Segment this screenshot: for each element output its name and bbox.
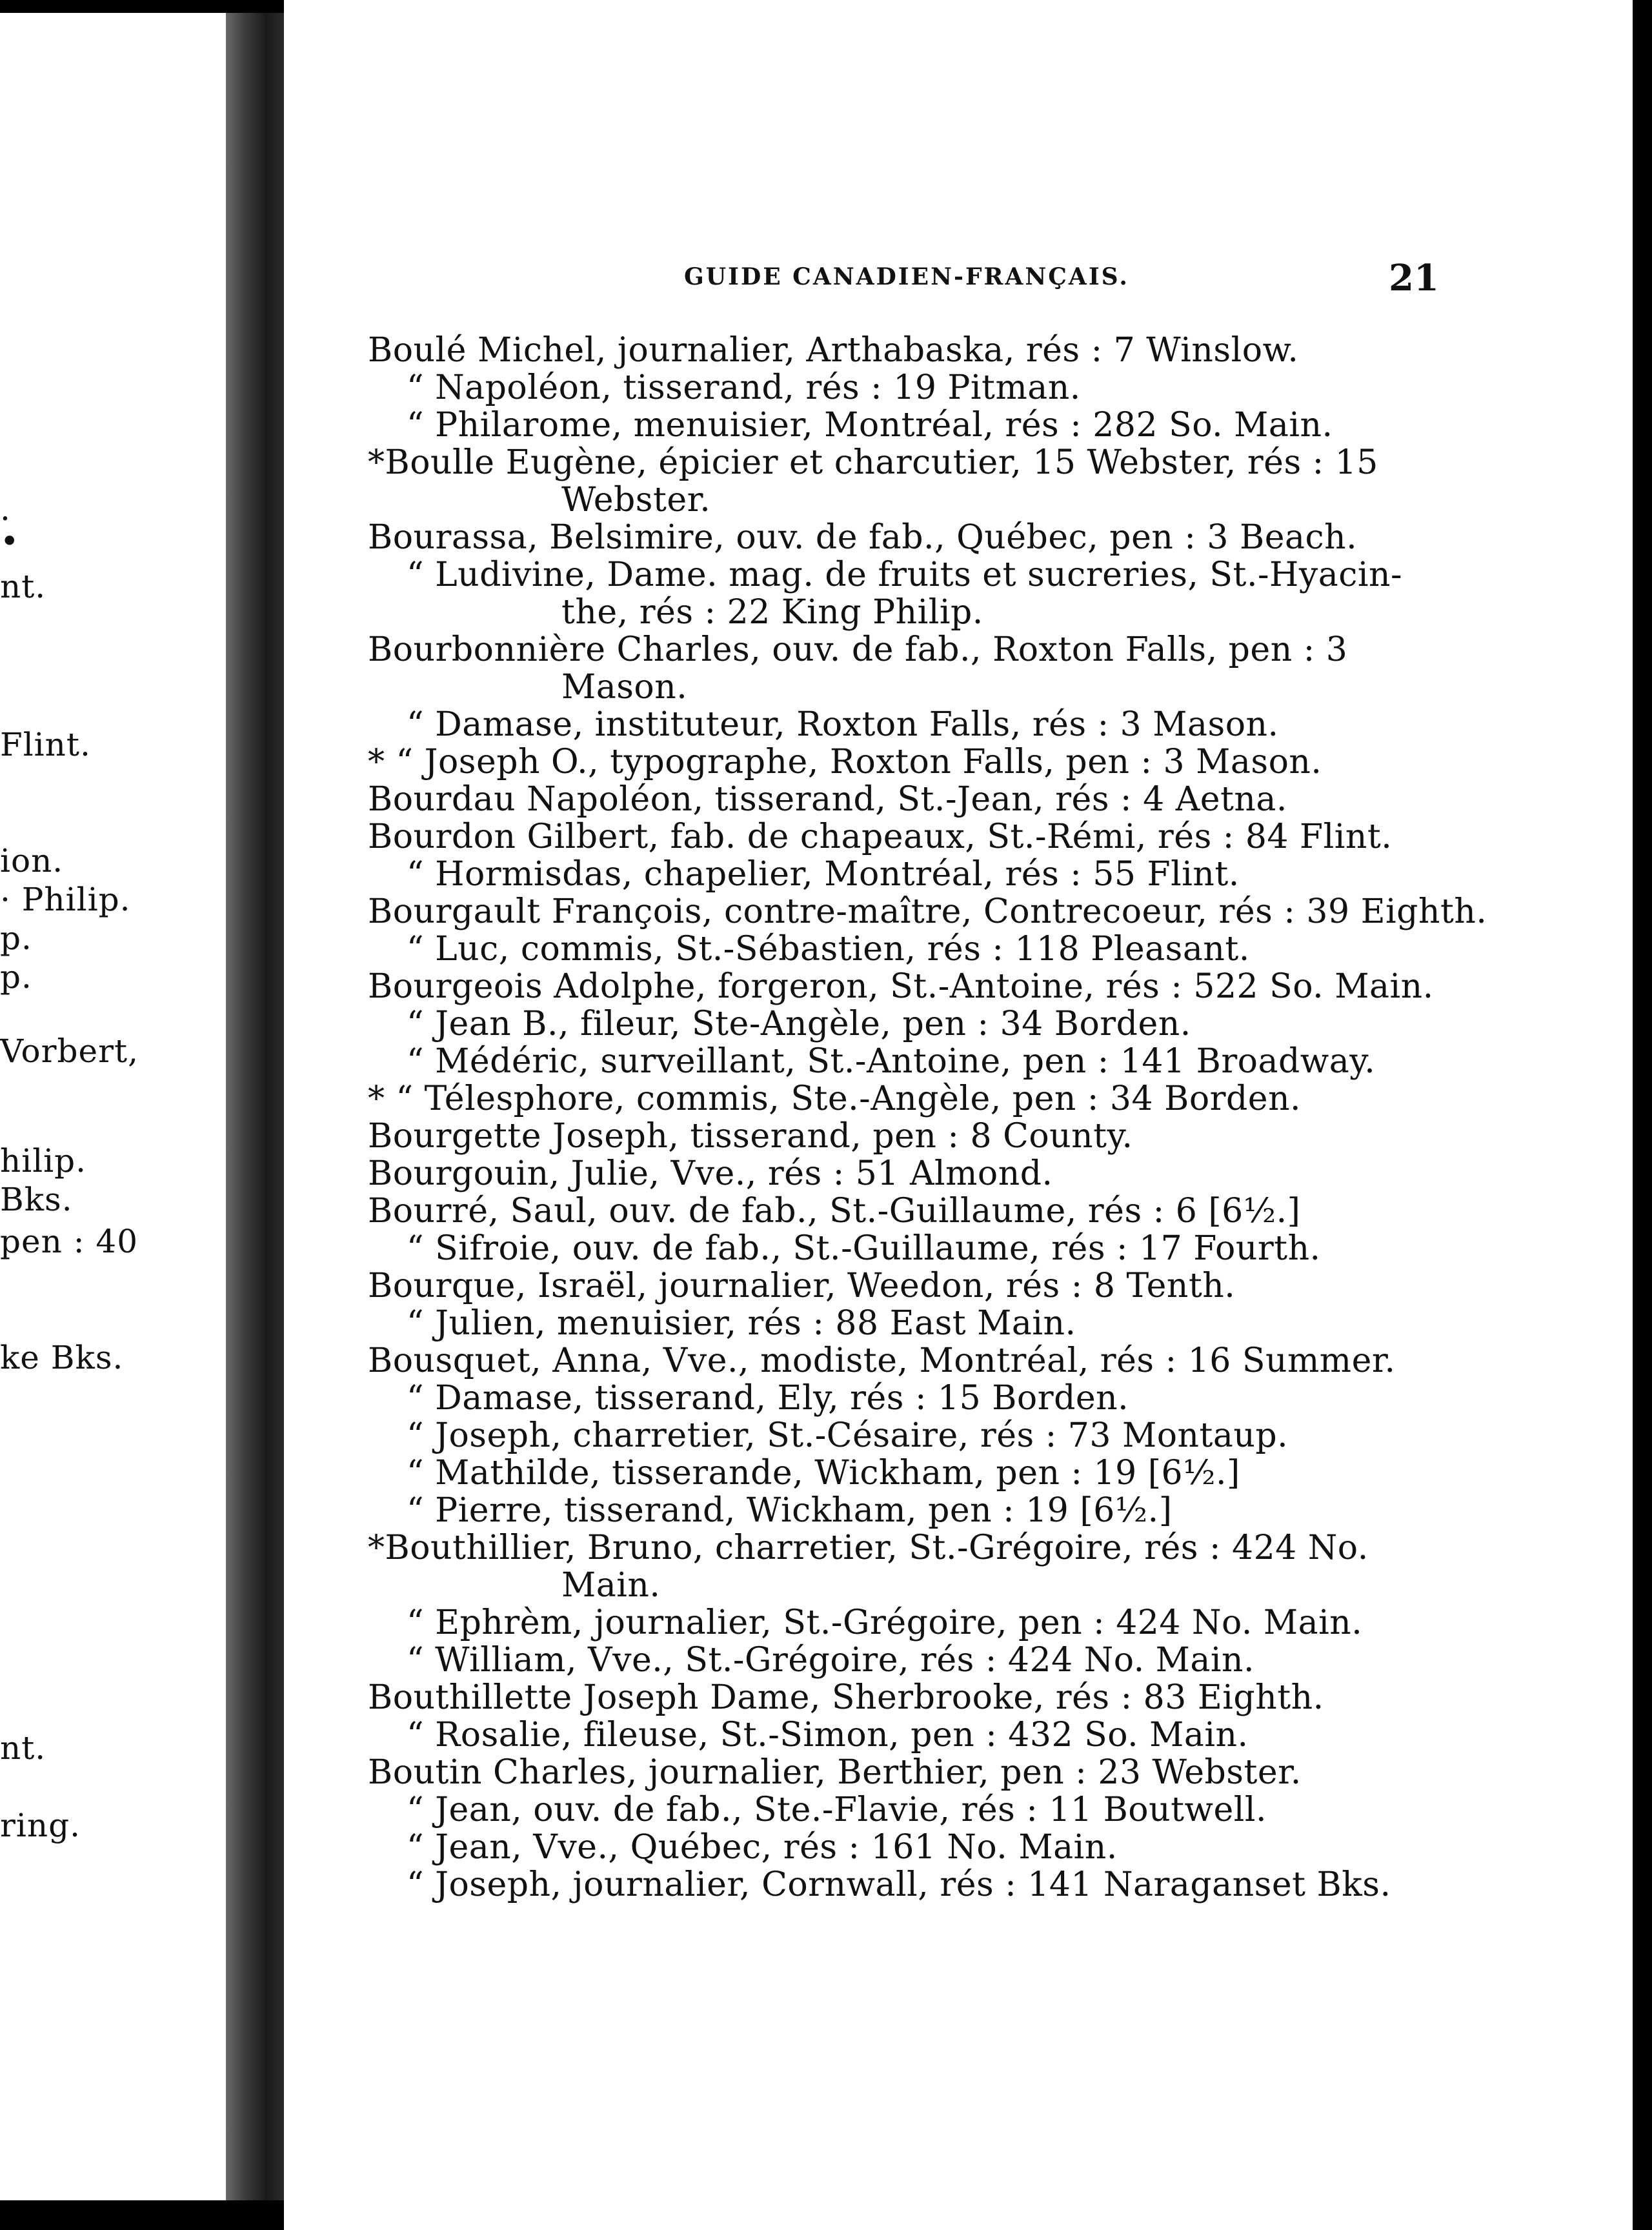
entry-line: Bourgault François, contre-maître, Contrecoeur, rés : 39 Eighth. <box>368 892 1487 931</box>
entry-line: Bourassa, Belsimire, ouv. de fab., Québec, pen : 3 Beach. <box>368 518 1358 557</box>
directory-entry <box>368 1005 1452 1043</box>
directory-entry <box>368 556 1452 631</box>
facing-page-text-fragment: ion. <box>0 842 64 879</box>
facing-page-text-fragment: p. <box>0 958 32 996</box>
entry-line: “ Jean B., fileur, Ste-Angèle, pen : 34 Borden. <box>407 1005 1191 1043</box>
facing-page-text-fragment: hilip. <box>0 1142 87 1180</box>
entry-line: Bourdau Napoléon, tisserand, St.-Jean, rés : 4 Aetna. <box>368 780 1287 819</box>
facing-page-text-fragment: ke Bks. <box>0 1339 124 1376</box>
entry-line: “ Médéric, surveillant, St.-Antoine, pen : 141 Broadway. <box>407 1042 1376 1081</box>
directory-entry <box>368 781 1452 818</box>
directory-entry <box>368 1604 1452 1642</box>
directory-entry <box>368 1417 1452 1454</box>
directory-page <box>284 0 1633 2230</box>
facing-page-text-fragment: . <box>0 490 11 528</box>
facing-page-text-fragment: pen : 40 <box>0 1223 139 1260</box>
directory-entry <box>368 1342 1452 1380</box>
facing-page-text-fragment: • <box>0 523 20 560</box>
entry-line: Bourré, Saul, ouv. de fab., St.-Guillaume, rés : 6 [6½.] <box>368 1192 1301 1231</box>
running-head: GUIDE CANADIEN-FRANÇAIS. <box>684 263 1129 290</box>
directory-entry <box>368 1791 1452 1829</box>
entry-line: “ Damase, instituteur, Roxton Falls, rés : 3 Mason. <box>407 705 1279 744</box>
entry-line: * “ Télesphore, commis, Ste.-Angèle, pen : 34 Borden. <box>368 1080 1302 1118</box>
directory-entry <box>368 1754 1452 1791</box>
page-number: 21 <box>1389 257 1439 299</box>
directory-entry <box>368 1642 1452 1679</box>
facing-page-fragment <box>0 13 226 2200</box>
entry-line: “ Philarome, menuisier, Montréal, rés : 282 So. Main. <box>407 406 1333 445</box>
facing-page-text-fragment: nt. <box>0 568 46 605</box>
directory-entry <box>368 1043 1452 1080</box>
entry-line: Bourque, Israël, journalier, Weedon, rés : 8 Tenth. <box>368 1267 1236 1305</box>
entry-line: “ Sifroie, ouv. de fab., St.-Guillaume, rés : 17 Fourth. <box>407 1229 1321 1268</box>
entry-line: Bourgouin, Julie, Vve., rés : 51 Almond. <box>368 1154 1053 1193</box>
directory-entry <box>368 1529 1452 1604</box>
entry-line: “ Damase, tisserand, Ely, rés : 15 Borden. <box>407 1379 1129 1418</box>
entry-line: “ Hormisdas, chapelier, Montréal, rés : 55 Flint. <box>407 855 1240 894</box>
entry-line: “ Joseph, charretier, St.-Césaire, rés : 73 Montaup. <box>407 1416 1289 1455</box>
directory-entry <box>368 1118 1452 1155</box>
entry-line: “ William, Vve., St.-Grégoire, rés : 424 No. Main. <box>407 1641 1255 1680</box>
directory-entry <box>368 1080 1452 1118</box>
directory-entry <box>368 1866 1452 1904</box>
facing-page-text-fragment: p. <box>0 919 32 957</box>
entry-line: Bourgeois Adolphe, forgeron, St.-Antoine, rés : 522 So. Main. <box>368 967 1434 1006</box>
entry-line: “ Joseph, journalier, Cornwall, rés : 141 Naraganset Bks. <box>407 1865 1391 1904</box>
entry-line: “ Ludivine, Dame. mag. de fruits et sucreries, St.-Hyacin- <box>407 556 1403 594</box>
directory-entry <box>368 1267 1452 1305</box>
directory-entry <box>368 1155 1452 1192</box>
entry-line: “ Napoléon, tisserand, rés : 19 Pitman. <box>407 368 1081 407</box>
entry-continuation: Main. <box>561 1566 661 1605</box>
entry-line: Boulé Michel, journalier, Arthabaska, rés : 7 Winslow. <box>368 331 1299 370</box>
directory-entry <box>368 1679 1452 1716</box>
directory-entry <box>368 930 1452 968</box>
entry-line: * “ Joseph O., typographe, Roxton Falls, pen : 3 Mason. <box>368 743 1322 781</box>
entry-line: “ Mathilde, tisserande, Wickham, pen : 19 [6½.] <box>407 1454 1240 1492</box>
facing-page-text-fragment: nt. <box>0 1729 46 1767</box>
facing-page-text-fragment: Flint. <box>0 726 91 763</box>
directory-entry <box>368 743 1452 781</box>
entry-line: “ Jean, Vve., Québec, rés : 161 No. Main. <box>407 1828 1118 1867</box>
book-gutter <box>226 13 284 2200</box>
entry-line: Bouthillette Joseph Dame, Sherbrooke, rés : 83 Eighth. <box>368 1678 1324 1717</box>
directory-entry <box>368 856 1452 893</box>
directory-entry <box>368 631 1452 706</box>
directory-entry <box>368 968 1452 1005</box>
directory-entry <box>368 1829 1452 1866</box>
directory-entry <box>368 1305 1452 1342</box>
entry-line: “ Jean, ouv. de fab., Ste.-Flavie, rés : 11 Boutwell. <box>407 1791 1267 1829</box>
entry-line: *Bouthillier, Bruno, charretier, St.-Grégoire, rés : 424 No. <box>368 1529 1369 1567</box>
entry-continuation: Webster. <box>561 481 711 519</box>
directory-entry <box>368 519 1452 556</box>
entry-line: Bourgette Joseph, tisserand, pen : 8 County. <box>368 1117 1133 1156</box>
entry-line: Bourbonnière Charles, ouv. de fab., Roxton Falls, pen : 3 <box>368 630 1348 669</box>
directory-entry <box>368 1716 1452 1754</box>
entry-line: *Boulle Eugène, épicier et charcutier, 15 Webster, rés : 15 <box>368 443 1378 482</box>
entry-line: “ Pierre, tisserand, Wickham, pen : 19 [6½.] <box>407 1491 1173 1530</box>
directory-entry <box>368 407 1452 444</box>
directory-entry <box>368 1454 1452 1492</box>
directory-entry <box>368 1230 1452 1267</box>
entry-line: “ Ephrèm, journalier, St.-Grégoire, pen : 424 No. Main. <box>407 1603 1363 1642</box>
facing-page-text-fragment: Vorbert, <box>0 1032 139 1070</box>
directory-entries <box>368 331 1487 1904</box>
directory-entry <box>368 1492 1452 1529</box>
directory-entry <box>368 706 1452 743</box>
entry-line: Bourdon Gilbert, fab. de chapeaux, St.-Rémi, rés : 84 Flint. <box>368 818 1393 856</box>
entry-line: Bousquet, Anna, Vve., modiste, Montréal, rés : 16 Summer. <box>368 1341 1396 1380</box>
entry-line: Boutin Charles, journalier, Berthier, pen : 23 Webster. <box>368 1753 1302 1792</box>
directory-entry <box>368 1192 1452 1230</box>
directory-entry <box>368 818 1452 856</box>
entry-continuation: Mason. <box>561 668 688 707</box>
facing-page-text-fragment: · Philip. <box>0 881 131 918</box>
entry-line: “ Luc, commis, St.-Sébastien, rés : 118 Pleasant. <box>407 930 1250 969</box>
directory-entry <box>368 1380 1452 1417</box>
facing-page-text-fragment: ring. <box>0 1807 81 1844</box>
directory-entry <box>368 332 1452 369</box>
entry-line: “ Julien, menuisier, rés : 88 East Main. <box>407 1304 1076 1343</box>
facing-page-text-fragment: Bks. <box>0 1181 73 1218</box>
entry-continuation: the, rés : 22 King Philip. <box>561 593 983 632</box>
directory-entry <box>368 369 1452 407</box>
directory-entry <box>368 892 1487 931</box>
entry-line: “ Rosalie, fileuse, St.-Simon, pen : 432 So. Main. <box>407 1716 1249 1754</box>
directory-entry <box>368 444 1452 519</box>
